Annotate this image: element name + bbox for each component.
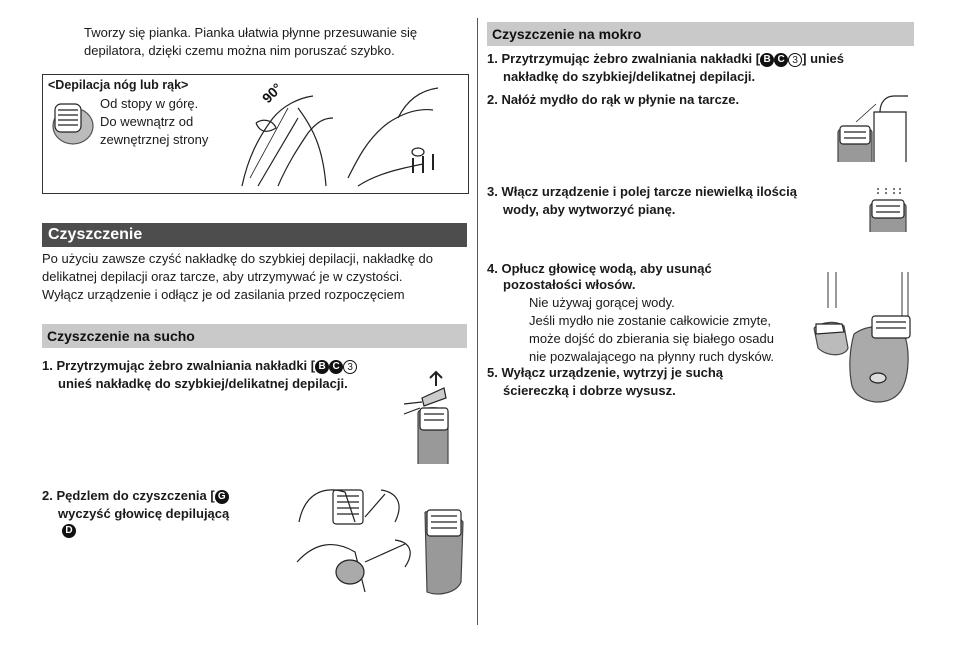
epilator-head-icon	[48, 98, 98, 148]
section-title-cleaning: Czyszczenie	[42, 223, 467, 247]
dry-step-2-line2: wyczyść głowicę depilującą	[58, 506, 230, 521]
step-number: 4.	[487, 261, 498, 276]
step-text: Przytrzymując żebro zwalniania nakładki [	[501, 51, 761, 66]
note-line: Nie używaj gorącej wody.	[529, 295, 675, 310]
section-title-wet: Czyszczenie na mokro	[487, 22, 914, 46]
note-line: może dojść do zbierania się białego osadu	[529, 331, 774, 346]
step-number: 5.	[487, 365, 498, 380]
badge-g: G	[215, 490, 229, 504]
wet-step-4-notes	[529, 294, 774, 366]
step-text: Włącz urządzenie i polej tarcze niewielką ilością	[501, 184, 797, 199]
dry-step-1-line2: unieś nakładkę do szybkiej/delikatnej depilacji.	[58, 376, 348, 391]
badge-b: B	[315, 360, 329, 374]
wet-step-5-line2: ściereczką i dobrze wysusz.	[503, 383, 676, 398]
intro-line: depilatora, dzięki czemu można nim poruszać szybko.	[84, 43, 395, 58]
badge-b: B	[760, 53, 774, 67]
note-line: nie pozwalającego na płynny ruch dysków.	[529, 349, 774, 364]
step-text: ] unieś	[802, 51, 845, 66]
lift-cap-illustration	[400, 368, 466, 464]
leg-arm-illustration	[238, 78, 464, 188]
step-text: Nałóż mydło do rąk w płynie na tarcze.	[501, 92, 740, 107]
wet-step-3-line2: wody, aby wytworzyć pianę.	[503, 202, 676, 217]
cleaning-text	[42, 250, 433, 304]
rinse-illustration	[808, 268, 912, 406]
dry-step-1	[42, 357, 357, 375]
step-number: 1.	[42, 358, 53, 373]
wet-step-5	[487, 364, 723, 382]
wet-step-2	[487, 91, 739, 109]
step-text: Wyłącz urządzenie, wytrzyj je suchą	[501, 365, 724, 380]
cleaning-line: delikatnej depilacji oraz tarcze, aby utrzymywać je w czystości.	[42, 269, 403, 284]
box-text	[100, 95, 208, 149]
box-line: Od stopy w górę.	[100, 96, 199, 111]
foam-illustration	[866, 184, 910, 232]
box-line: Do wewnątrz od	[100, 114, 194, 129]
column-divider	[477, 18, 478, 625]
wet-step-3	[487, 183, 797, 201]
wet-step-1-line2: nakładkę do szybkiej/delikatnej depilacji.	[503, 69, 756, 84]
box-line: zewnętrznej strony	[100, 132, 209, 147]
cleaning-line: Wyłącz urządzenie i odłącz je od zasilania przed rozpoczęciem	[42, 287, 405, 302]
brush-cleaning-illustration	[295, 482, 465, 600]
step-text: Przytrzymując żebro zwalniania nakładki [	[56, 358, 316, 373]
wet-step-1	[487, 50, 844, 68]
cleaning-line: Po użyciu zawsze czyść nakładkę do szybkiej depilacji, nakładkę do	[42, 251, 433, 266]
step-number: 1.	[487, 51, 498, 66]
step-text: Opłucz głowicę wodą, aby usunąć	[501, 261, 712, 276]
circled-number: 3	[343, 360, 357, 374]
step-number: 2.	[42, 488, 53, 503]
section-title-dry: Czyszczenie na sucho	[42, 324, 467, 348]
circled-number: 3	[788, 53, 802, 67]
intro-text	[84, 24, 417, 60]
intro-line: Tworzy się pianka. Pianka ułatwia płynne przesuwanie się	[84, 25, 418, 40]
box-heading: <Depilacja nóg lub rąk>	[48, 78, 189, 92]
badge-c: C	[774, 53, 788, 67]
note-line: Jeśli mydło nie zostanie całkowicie zmyte,	[529, 313, 772, 328]
badge-c: C	[329, 360, 343, 374]
soap-illustration	[836, 92, 912, 162]
step-number: 3.	[487, 184, 498, 199]
step-number: 2.	[487, 92, 498, 107]
wet-step-4-line2: pozostałości włosów.	[503, 277, 636, 292]
step-text: Pędzlem do czyszczenia [	[56, 488, 215, 503]
badge-d: D	[62, 524, 76, 538]
angle-label: 90°	[258, 79, 286, 107]
dry-step-2	[42, 487, 229, 505]
